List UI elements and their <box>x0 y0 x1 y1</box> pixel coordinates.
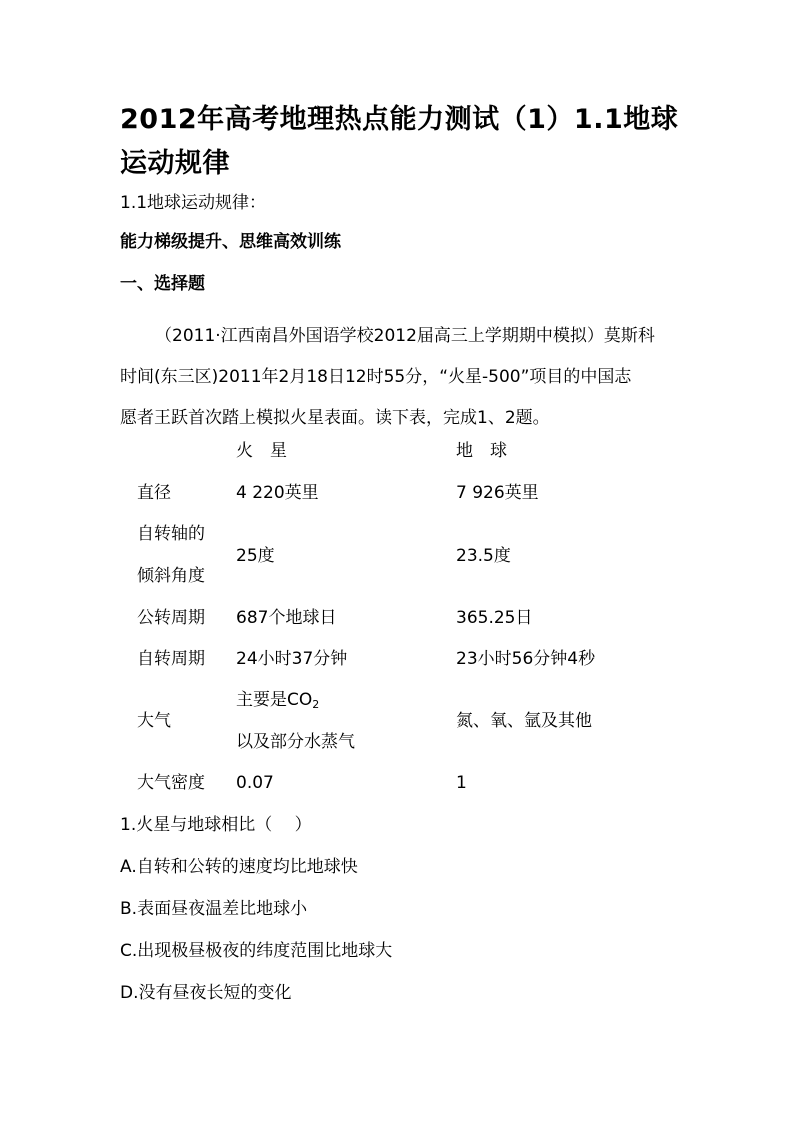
training-heading: 能力梯级提升、思维高效训练 <box>120 232 341 252</box>
intro-line-1: （2011·江西南昌外国语学校2012届高三上学期期中模拟）莫斯科 <box>155 326 655 346</box>
intro-line-2: 时间(东三区)2011年2月18日12时55分，“火星-500”项目的中国志 <box>120 367 632 387</box>
table-row-label: 大气 <box>137 711 171 731</box>
document-title: 2012年高考地理热点能力测试（1）1.1地球运动规律 <box>120 104 679 179</box>
table-row-label: 自转轴的 <box>137 524 205 544</box>
option-c: C.出现极昼极夜的纬度范围比地球大 <box>120 941 393 961</box>
table-cell-earth: 23小时56分钟4秒 <box>456 649 596 669</box>
table-cell-earth: 365.25日 <box>456 608 533 628</box>
question-stem: 1.火星与地球相比（ ） <box>120 815 312 835</box>
table-row-label: 倾斜角度 <box>137 566 205 586</box>
table-row-label: 大气密度 <box>137 773 205 793</box>
table-cell-earth: 1 <box>456 773 467 793</box>
table-cell-mars: 24小时37分钟 <box>236 649 348 669</box>
table-row-label: 直径 <box>137 483 171 503</box>
table-cell-mars: 0.07 <box>236 773 274 793</box>
question-intro <box>120 316 700 439</box>
section-title: 一、选择题 <box>120 274 205 294</box>
option-d: D.没有昼夜长短的变化 <box>120 983 292 1003</box>
table-cell-mars: 25度 <box>236 546 275 566</box>
intro-line-3: 愿者王跃首次踏上模拟火星表面。读下表，完成1、2题。 <box>120 408 550 428</box>
table-cell-mars: 以及部分水蒸气 <box>236 732 355 752</box>
table-cell-earth: 23.5度 <box>456 546 511 566</box>
subscript-2: 2 <box>312 698 320 711</box>
table-row-label: 公转周期 <box>137 608 205 628</box>
table-cell-earth: 7 926英里 <box>456 483 539 503</box>
table-cell-earth: 氮、氧、氩及其他 <box>456 711 592 731</box>
option-a: A.自转和公转的速度均比地球快 <box>120 857 358 877</box>
table-header-earth: 地 球 <box>456 441 507 461</box>
table-cell-mars: 4 220英里 <box>236 483 319 503</box>
atmosphere-main-text: 主要是CO <box>236 690 313 710</box>
table-cell-mars <box>236 689 319 711</box>
table-row-label: 自转周期 <box>137 649 205 669</box>
subtitle: 1.1地球运动规律： <box>120 193 267 213</box>
option-b: B.表面昼夜温差比地球小 <box>120 899 308 919</box>
table-cell-mars: 687个地球日 <box>236 608 337 628</box>
table-header-mars: 火 星 <box>236 441 287 461</box>
